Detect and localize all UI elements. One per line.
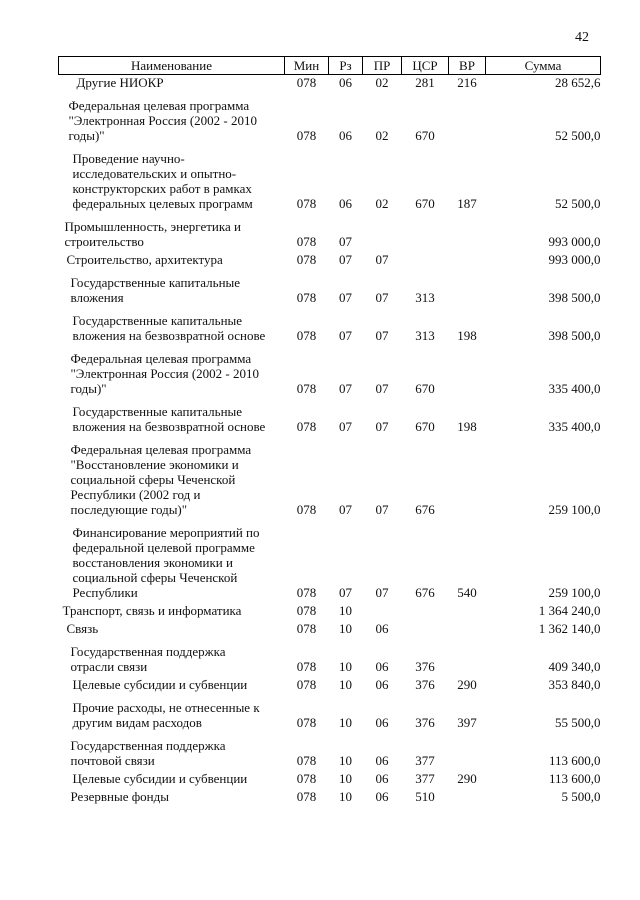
cell-pr: 07 xyxy=(375,585,389,600)
cell-vr: 290 xyxy=(457,771,477,786)
cell-sum: 113 600,0 xyxy=(548,753,601,768)
cell-rz: 07 xyxy=(339,328,352,343)
cell-pr: 07 xyxy=(375,328,389,343)
header-rz: Рз xyxy=(329,57,363,75)
cell-name: Другие НИОКР xyxy=(76,75,164,90)
cell-pr: 07 xyxy=(375,502,389,517)
table-row xyxy=(59,437,601,520)
table-row xyxy=(59,771,601,789)
cell-vr: 397 xyxy=(457,715,477,730)
cell-vr xyxy=(449,789,486,807)
table-body xyxy=(59,75,601,808)
cell-rz: 10 xyxy=(339,753,352,768)
header-min: Мин xyxy=(285,57,329,75)
page-number: 42 xyxy=(575,30,589,45)
cell-min: 078 xyxy=(296,771,317,786)
cell-min: 078 xyxy=(296,677,317,692)
cell-sum: 398 500,0 xyxy=(548,328,601,343)
cell-sum: 113 600,0 xyxy=(548,771,601,786)
cell-pr xyxy=(363,603,402,621)
cell-rz: 10 xyxy=(339,621,352,636)
cell-rz: 10 xyxy=(339,677,352,692)
cell-pr: 07 xyxy=(375,290,389,305)
cell-vr xyxy=(449,252,486,270)
cell-pr: 07 xyxy=(375,419,389,434)
cell-rz: 06 xyxy=(339,196,352,211)
cell-vr xyxy=(449,270,486,308)
header-pr: ПР xyxy=(363,57,402,75)
cell-pr: 06 xyxy=(375,659,389,674)
table-row xyxy=(59,93,601,146)
cell-pr xyxy=(363,214,402,252)
cell-pr: 06 xyxy=(375,771,389,786)
cell-pr: 07 xyxy=(375,252,389,267)
cell-sum: 353 840,0 xyxy=(548,677,601,692)
cell-vr xyxy=(449,733,486,771)
cell-rz: 07 xyxy=(339,502,352,517)
cell-name: Проведение научно- исследовательских и опытно- конструкторских работ в рамках федеральных целевых программ xyxy=(72,151,253,211)
cell-pr: 06 xyxy=(375,753,389,768)
cell-pr: 06 xyxy=(375,677,389,692)
cell-rz: 10 xyxy=(339,789,352,804)
cell-csr: 670 xyxy=(415,381,435,396)
cell-csr: 313 xyxy=(415,328,435,343)
cell-min: 078 xyxy=(296,419,317,434)
cell-name: Целевые субсидии и субвенции xyxy=(72,771,248,786)
cell-name: Строительство, архитектура xyxy=(66,252,223,267)
cell-csr: 676 xyxy=(415,502,435,517)
cell-name: Федеральная целевая программа "Восстановление экономики и социальной сферы Чеченской Республики (2002 год и последующие годы)" xyxy=(70,442,252,517)
cell-csr: 377 xyxy=(415,771,435,786)
cell-csr: 670 xyxy=(415,128,435,143)
cell-name: Государственные капитальные вложения на безвозвратной основе xyxy=(72,404,266,434)
cell-sum: 259 100,0 xyxy=(548,585,601,600)
table-row xyxy=(59,695,601,733)
table-row xyxy=(59,75,601,94)
cell-csr: 676 xyxy=(415,585,435,600)
cell-vr xyxy=(449,437,486,520)
cell-pr: 06 xyxy=(375,621,389,636)
table-row xyxy=(59,789,601,807)
cell-min: 078 xyxy=(296,234,317,249)
cell-vr xyxy=(449,346,486,399)
cell-sum: 5 500,0 xyxy=(561,789,601,804)
cell-pr: 07 xyxy=(375,381,389,396)
cell-csr xyxy=(402,621,449,639)
cell-name: Государственные капитальные вложения xyxy=(70,275,241,305)
cell-sum: 335 400,0 xyxy=(548,381,601,396)
cell-name: Прочие расходы, не отнесенные к другим видам расходов xyxy=(72,700,260,730)
cell-min: 078 xyxy=(296,659,317,674)
cell-min: 078 xyxy=(296,196,317,211)
header-name: Наименование xyxy=(59,57,285,75)
table-row xyxy=(59,146,601,214)
cell-vr: 290 xyxy=(457,677,477,692)
cell-csr xyxy=(402,252,449,270)
table-row xyxy=(59,252,601,270)
cell-name: Федеральная целевая программа "Электронная Россия (2002 - 2010 годы)" xyxy=(70,351,259,396)
cell-pr: 02 xyxy=(375,128,389,143)
cell-vr xyxy=(449,639,486,677)
header-row xyxy=(59,57,601,75)
cell-vr: 187 xyxy=(457,196,477,211)
cell-pr: 06 xyxy=(375,715,389,730)
cell-min: 078 xyxy=(296,585,317,600)
cell-sum: 1 362 140,0 xyxy=(538,621,601,636)
table-row xyxy=(59,270,601,308)
cell-min: 078 xyxy=(296,381,317,396)
cell-name: Государственные капитальные вложения на безвозвратной основе xyxy=(72,313,266,343)
header-vr: ВР xyxy=(449,57,486,75)
cell-min: 078 xyxy=(296,75,317,90)
cell-name: Связь xyxy=(66,621,99,636)
cell-vr: 198 xyxy=(457,419,477,434)
cell-vr xyxy=(449,214,486,252)
table-row xyxy=(59,639,601,677)
cell-rz: 07 xyxy=(339,252,352,267)
cell-csr: 376 xyxy=(415,715,435,730)
cell-pr: 02 xyxy=(375,196,389,211)
cell-vr xyxy=(449,603,486,621)
cell-rz: 06 xyxy=(339,128,352,143)
header-csr: ЦСР xyxy=(402,57,449,75)
cell-name: Государственная поддержка отрасли связи xyxy=(70,644,226,674)
cell-csr xyxy=(402,214,449,252)
cell-rz: 10 xyxy=(339,659,352,674)
header-sum: Сумма xyxy=(486,57,601,75)
cell-name: Промышленность, энергетика и строительство xyxy=(64,219,241,249)
cell-rz: 06 xyxy=(339,75,352,90)
cell-csr xyxy=(402,603,449,621)
cell-rz: 10 xyxy=(339,715,352,730)
cell-vr: 198 xyxy=(457,328,477,343)
cell-min: 078 xyxy=(296,328,317,343)
cell-sum: 28 652,6 xyxy=(555,75,601,90)
table-row xyxy=(59,520,601,603)
cell-pr: 02 xyxy=(375,75,389,90)
cell-vr xyxy=(449,621,486,639)
cell-sum: 409 340,0 xyxy=(548,659,601,674)
budget-table xyxy=(58,56,601,807)
cell-min: 078 xyxy=(296,753,317,768)
cell-sum: 1 364 240,0 xyxy=(538,603,601,618)
cell-csr: 377 xyxy=(415,753,435,768)
cell-min: 078 xyxy=(296,128,317,143)
cell-sum: 398 500,0 xyxy=(548,290,601,305)
table-row xyxy=(59,733,601,771)
cell-sum: 993 000,0 xyxy=(548,234,601,249)
cell-name: Транспорт, связь и информатика xyxy=(62,603,242,618)
cell-vr: 540 xyxy=(457,585,477,600)
cell-rz: 07 xyxy=(339,381,352,396)
table-row xyxy=(59,346,601,399)
cell-pr: 06 xyxy=(375,789,389,804)
table-header xyxy=(59,57,601,75)
table-row xyxy=(59,621,601,639)
cell-sum: 52 500,0 xyxy=(555,196,601,211)
cell-vr: 216 xyxy=(457,75,477,90)
cell-min: 078 xyxy=(296,252,317,267)
table-row xyxy=(59,308,601,346)
cell-sum: 55 500,0 xyxy=(555,715,601,730)
table-row xyxy=(59,677,601,695)
cell-min: 078 xyxy=(296,502,317,517)
cell-name: Целевые субсидии и субвенции xyxy=(72,677,248,692)
table-row xyxy=(59,603,601,621)
cell-rz: 07 xyxy=(339,419,352,434)
table-row xyxy=(59,399,601,437)
cell-csr: 670 xyxy=(415,196,435,211)
cell-rz: 07 xyxy=(339,234,352,249)
cell-min: 078 xyxy=(296,621,317,636)
cell-rz: 10 xyxy=(339,771,352,786)
cell-csr: 313 xyxy=(415,290,435,305)
cell-sum: 52 500,0 xyxy=(555,128,601,143)
cell-name: Федеральная целевая программа "Электронная Россия (2002 - 2010 годы)" xyxy=(68,98,257,143)
cell-name: Финансирование мероприятий по федеральной целевой программе восстановления экономики и социальной сферы Чеченской Республики xyxy=(72,525,260,600)
cell-name: Государственная поддержка почтовой связи xyxy=(70,738,226,768)
cell-rz: 10 xyxy=(339,603,352,618)
cell-csr: 376 xyxy=(415,677,435,692)
cell-name: Резервные фонды xyxy=(70,789,169,804)
cell-sum: 259 100,0 xyxy=(548,502,601,517)
cell-rz: 07 xyxy=(339,585,352,600)
cell-min: 078 xyxy=(296,789,317,804)
cell-min: 078 xyxy=(296,290,317,305)
cell-csr: 670 xyxy=(415,419,435,434)
table-row xyxy=(59,214,601,252)
cell-sum: 993 000,0 xyxy=(548,252,601,267)
cell-csr: 281 xyxy=(415,75,435,90)
cell-rz: 07 xyxy=(339,290,352,305)
cell-csr: 376 xyxy=(415,659,435,674)
cell-csr: 510 xyxy=(415,789,435,804)
cell-min: 078 xyxy=(296,715,317,730)
cell-vr xyxy=(449,93,486,146)
cell-sum: 335 400,0 xyxy=(548,419,601,434)
cell-min: 078 xyxy=(296,603,317,618)
